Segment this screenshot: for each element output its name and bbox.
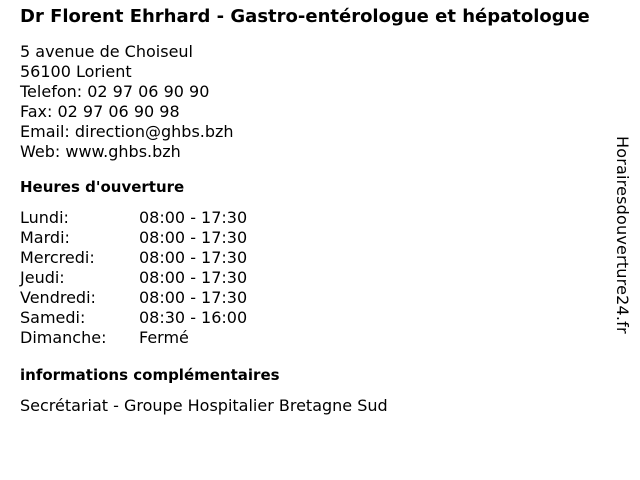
city-postcode: 56100 Lorient [20, 62, 132, 81]
additional-info-text: Secrétariat - Groupe Hospitalier Bretagne Sud [20, 396, 388, 415]
additional-info-heading: informations complémentaires [20, 366, 280, 384]
street-address: 5 avenue de Choiseul [20, 42, 193, 61]
hours-row-monday [20, 208, 620, 228]
hours-row-sunday [20, 328, 620, 348]
day-label: Lundi: [20, 208, 69, 227]
hours-row-saturday [20, 308, 620, 328]
day-label: Mercredi: [20, 248, 95, 267]
business-listing [20, 6, 620, 416]
day-label: Vendredi: [20, 288, 96, 307]
time-range: 08:00 - 17:30 [139, 208, 248, 227]
day-label: Jeudi: [20, 268, 65, 287]
time-range: 08:30 - 16:00 [139, 308, 248, 327]
day-label: Samedi: [20, 308, 86, 327]
time-range: 08:00 - 17:30 [139, 268, 248, 287]
time-range: 08:00 - 17:30 [139, 228, 248, 247]
opening-hours-heading: Heures d'ouverture [20, 178, 185, 196]
time-range: Fermé [139, 328, 189, 347]
page-title: Dr Florent Ehrhard - Gastro-entérologue et hépatologue [20, 6, 590, 27]
time-range: 08:00 - 17:30 [139, 288, 248, 307]
hours-row-tuesday [20, 228, 620, 248]
email-address: Email: direction@ghbs.bzh [20, 122, 234, 141]
fax-number: Fax: 02 97 06 90 98 [20, 102, 180, 121]
hours-row-friday [20, 288, 620, 308]
site-watermark: Horairesdouverture24.fr [613, 136, 632, 334]
hours-row-thursday [20, 268, 620, 288]
hours-row-wednesday [20, 248, 620, 268]
contact-details [20, 42, 620, 162]
day-label: Dimanche: [20, 328, 107, 347]
phone-number: Telefon: 02 97 06 90 90 [20, 82, 210, 101]
day-label: Mardi: [20, 228, 70, 247]
time-range: 08:00 - 17:30 [139, 248, 248, 267]
website-address: Web: www.ghbs.bzh [20, 142, 181, 161]
opening-hours-table [20, 208, 620, 348]
